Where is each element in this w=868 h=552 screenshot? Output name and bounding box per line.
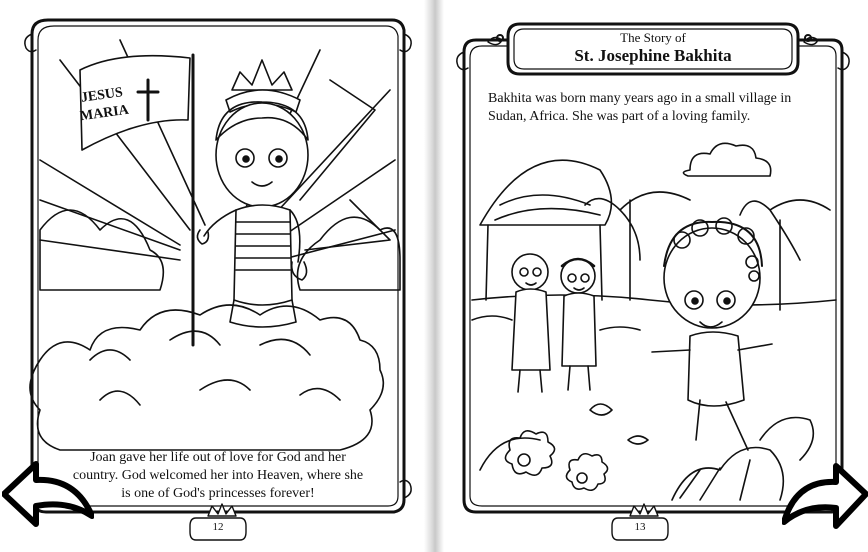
- page-number-right: 13: [634, 521, 646, 533]
- banner-text-jesus: JESUS: [80, 85, 124, 106]
- previous-page-button[interactable]: [2, 458, 94, 534]
- bakhita-village-illustration: [472, 143, 836, 500]
- left-page-caption: Joan gave her life out of love for God and her country. God welcomed her into Heaven, where she is one of God's princesses forever!: [72, 450, 364, 501]
- page-number-left: 12: [212, 521, 224, 533]
- curved-arrow-right-icon: [782, 462, 868, 534]
- curved-arrow-left-icon: [2, 458, 94, 534]
- title-subheading: The Story of: [620, 30, 686, 45]
- next-page-button[interactable]: [782, 462, 868, 534]
- banner-text-maria: MARIA: [79, 102, 130, 125]
- title-heading: St. Josephine Bakhita: [574, 46, 732, 65]
- right-page-caption: Bakhita was born many years ago in a small village in Sudan, Africa. She was part of a loving family.: [488, 91, 792, 124]
- story-title: [508, 22, 798, 72]
